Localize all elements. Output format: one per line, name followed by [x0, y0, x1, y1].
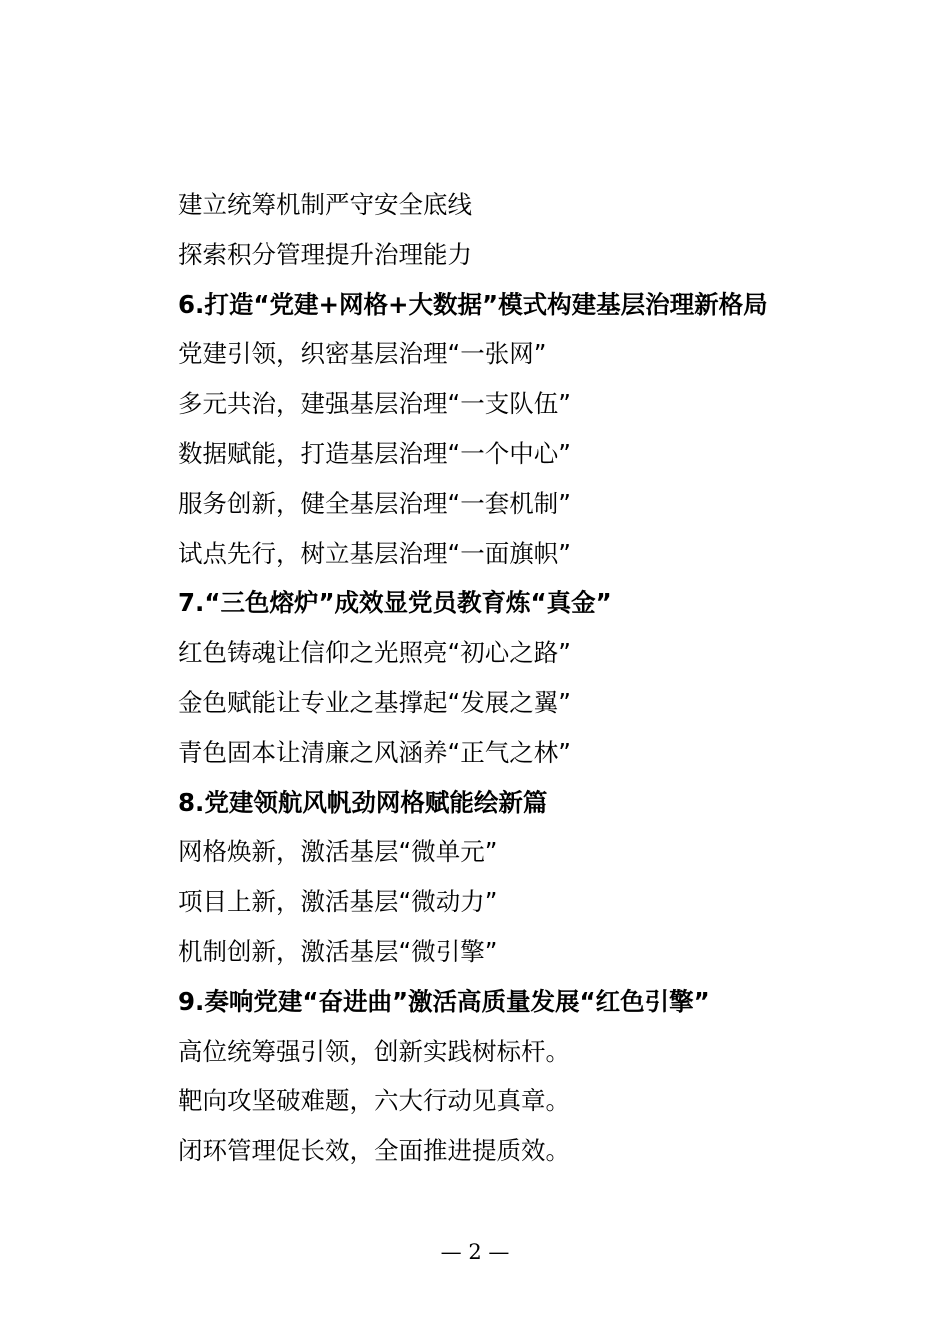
body-line: 金色赋能让专业之基撑起“发展之翼”: [178, 687, 571, 717]
body-line: 服务创新，健全基层治理“一套机制”: [178, 488, 571, 518]
body-line: 数据赋能，打造基层治理“一个中心”: [178, 438, 571, 468]
document-body: [178, 180, 878, 1176]
page-number: — 2 —: [440, 1240, 510, 1264]
section-heading: 8.党建领航风帆劲网格赋能绘新篇: [178, 787, 548, 817]
section-heading: 7.“三色熔炉”成效显党员教育炼“真金”: [178, 588, 612, 618]
body-line: 机制创新，激活基层“微引擎”: [178, 936, 498, 966]
section-heading: 9.奏响党建“奋进曲”激活高质量发展“红色引擎”: [178, 986, 710, 1016]
body-line: 党建引领，织密基层治理“一张网”: [178, 339, 547, 369]
body-line: 建立统筹机制严守安全底线: [178, 190, 472, 219]
body-line: 高位统筹强引领，创新实践树标杆。: [178, 1036, 570, 1066]
body-line: 闭环管理促长效，全面推进提质效。: [178, 1136, 570, 1166]
body-line: 网格焕新，激活基层“微单元”: [178, 837, 498, 867]
body-line: 青色固本让清廉之风涵养“正气之林”: [178, 737, 571, 767]
body-line: 多元共治，建强基层治理“一支队伍”: [178, 389, 571, 419]
body-line: 试点先行，树立基层治理“一面旗帜”: [178, 538, 571, 568]
body-line: 靶向攻坚破难题，六大行动见真章。: [178, 1086, 570, 1116]
section-heading: 6.打造“党建+网格+大数据”模式构建基层治理新格局: [178, 289, 768, 319]
body-line: 项目上新，激活基层“微动力”: [178, 887, 498, 917]
body-line: 探索积分管理提升治理能力: [178, 239, 472, 269]
body-line: 红色铸魂让信仰之光照亮“初心之路”: [178, 638, 571, 668]
